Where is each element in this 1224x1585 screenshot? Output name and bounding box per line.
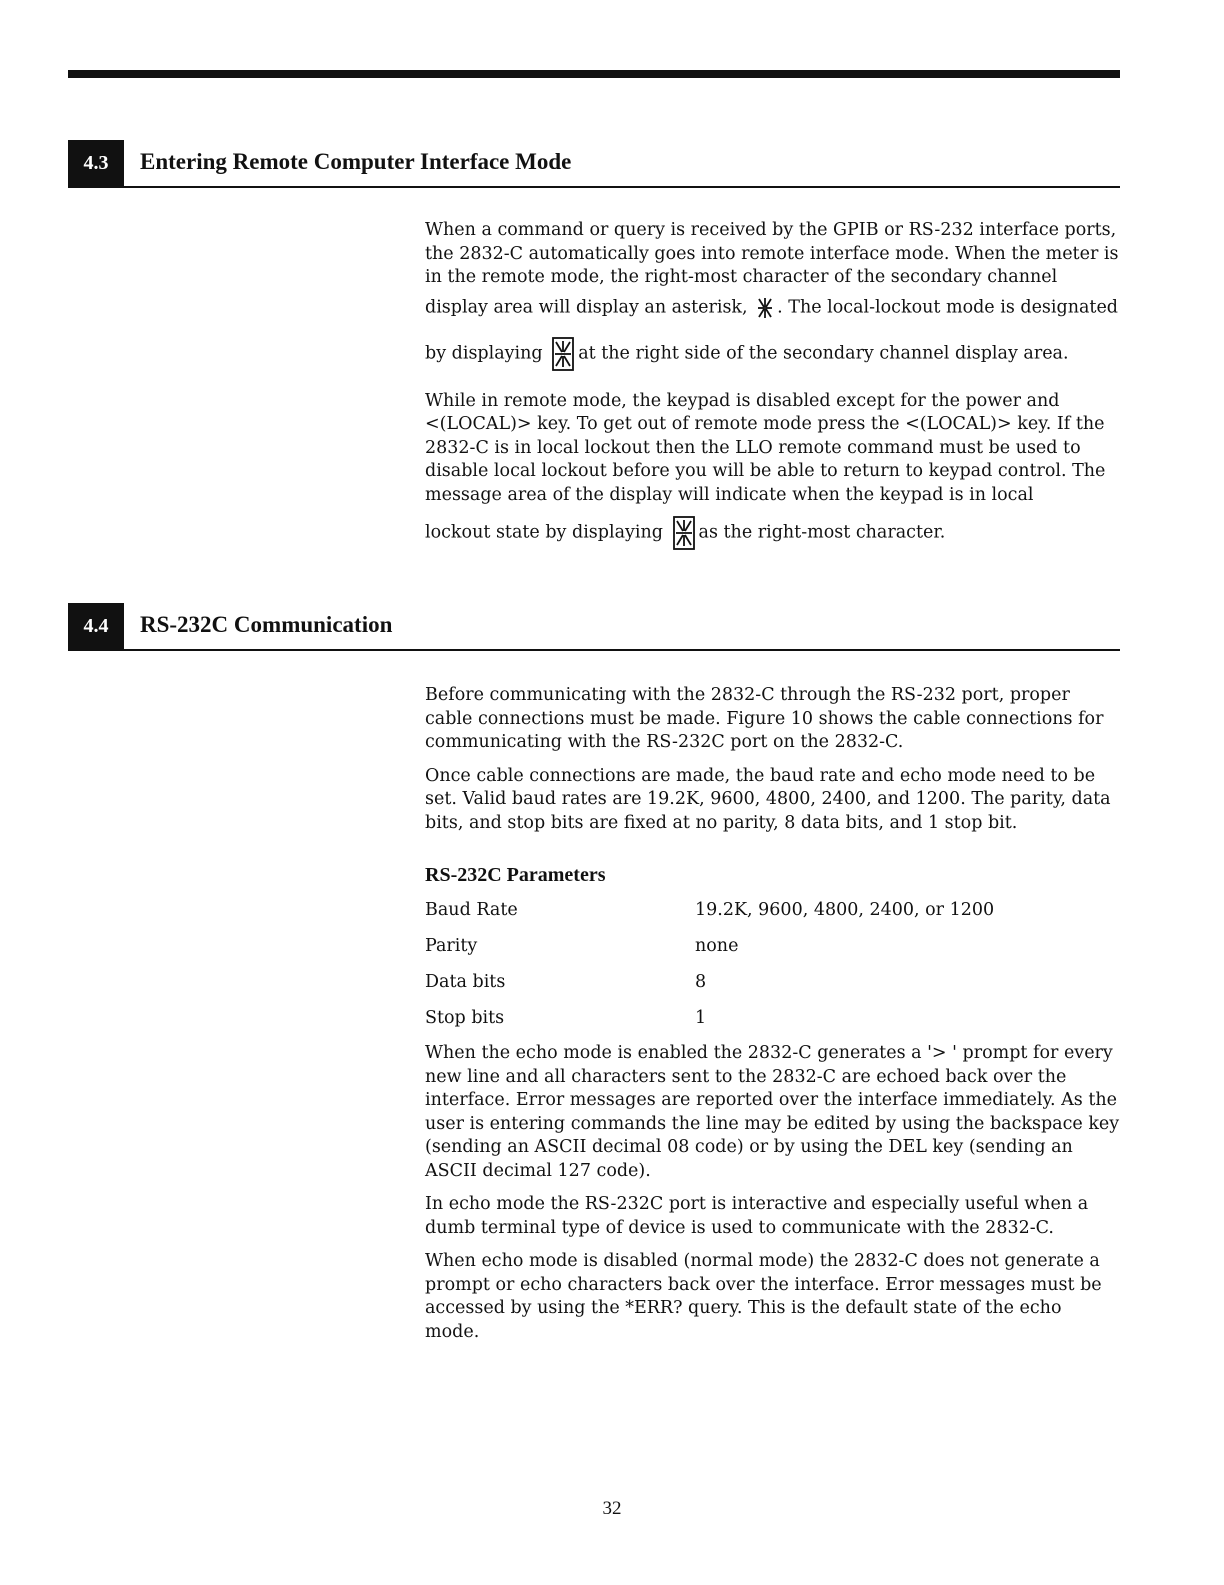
local-lockout-segment-icon <box>551 336 575 372</box>
parameters-heading: RS-232C Parameters <box>425 864 606 886</box>
parameter-key: Data bits <box>425 972 506 992</box>
text-span: by displaying <box>425 343 543 363</box>
paragraph: When a command or query is received by the GPIB or RS-232 interface ports, the 2832-C automatically goes into remote interface mode. When the meter is in the remote mode, the right-most character of the secondary channel <box>425 220 1119 287</box>
section-title: Entering Remote Computer Interface Mode <box>140 149 572 174</box>
text-span: display area will display an asterisk, <box>425 297 748 317</box>
section-4-4-intro <box>425 684 1120 845</box>
section-number: 4.3 <box>68 140 124 186</box>
section-heading-4-3 <box>68 140 1120 186</box>
parameter-value: none <box>695 936 739 956</box>
text-span: as the right-most character. <box>698 522 946 543</box>
parameter-key: Parity <box>425 936 478 956</box>
section-rule <box>68 186 1120 188</box>
parameter-row <box>425 936 1025 960</box>
text-span: at the right side of the secondary channel display area. <box>578 343 1069 363</box>
paragraph <box>425 296 1120 320</box>
parameter-row <box>425 972 1025 996</box>
paragraph: While in remote mode, the keypad is disabled except for the power and <(LOCAL)> key. To get out of remote mode press the <(LOCAL)> key. If the 2832-C is in local lockout then the LLO remote command must be used to disable local lockout before you will be able to return to keypad control. The message area of the display will indicate when the keypad is in local <box>425 390 1106 505</box>
local-lockout-segment-icon <box>672 515 696 551</box>
asterisk-segment-icon <box>756 296 774 320</box>
paragraph: In echo mode the RS-232C port is interactive and especially useful when a dumb terminal type of device is used to communicate with the 2832-C. <box>425 1194 1089 1238</box>
parameter-row <box>425 900 1025 924</box>
paragraph <box>425 515 1120 551</box>
text-span: lockout state by displaying <box>425 522 663 543</box>
section-number: 4.4 <box>68 603 124 649</box>
parameter-value: 19.2K, 9600, 4800, 2400, or 1200 <box>695 900 995 920</box>
page-number: 32 <box>602 1498 622 1519</box>
paragraph: Once cable connections are made, the baud rate and echo mode need to be set. Valid baud rates are 19.2K, 9600, 4800, 2400, and 1200. The parity, data bits, and stop bits are fixed at no parity, 8 data bits, and 1 stop bit. <box>425 765 1111 833</box>
parameter-value: 8 <box>695 972 707 992</box>
parameter-value: 1 <box>695 1008 707 1028</box>
text-span: . The local-lockout mode is designated <box>777 297 1119 317</box>
top-rule <box>68 70 1120 78</box>
section-4-4-echo <box>425 1042 1120 1354</box>
paragraph: When the echo mode is enabled the 2832-C generates a '> ' prompt for every new line and all characters sent to the 2832-C are echoed back over the interface. Error messages are reported over the interface immediately. As the user is entering commands the line may be edited by using the backspace key (sending an ASCII decimal 08 code) or by using the DEL key (sending an ASCII decimal 127 code). <box>425 1043 1120 1181</box>
section-title: RS-232C Communication <box>140 612 393 637</box>
paragraph: Before communicating with the 2832-C through the RS-232 port, proper cable connections must be made. Figure 10 shows the cable connections for communicating with the RS-232C port on the 2832-C. <box>425 685 1104 752</box>
section-4-3-body <box>425 219 1120 561</box>
paragraph <box>425 336 1120 372</box>
section-rule <box>68 649 1120 651</box>
parameter-row <box>425 1008 1025 1032</box>
section-heading-4-4 <box>68 603 1120 649</box>
parameter-key: Stop bits <box>425 1008 505 1028</box>
parameter-key: Baud Rate <box>425 900 518 920</box>
paragraph: When echo mode is disabled (normal mode) the 2832-C does not generate a prompt or echo characters back over the interface. Error messages must be accessed by using the *ERR? query. This is the default state of the echo mode. <box>425 1251 1102 1342</box>
